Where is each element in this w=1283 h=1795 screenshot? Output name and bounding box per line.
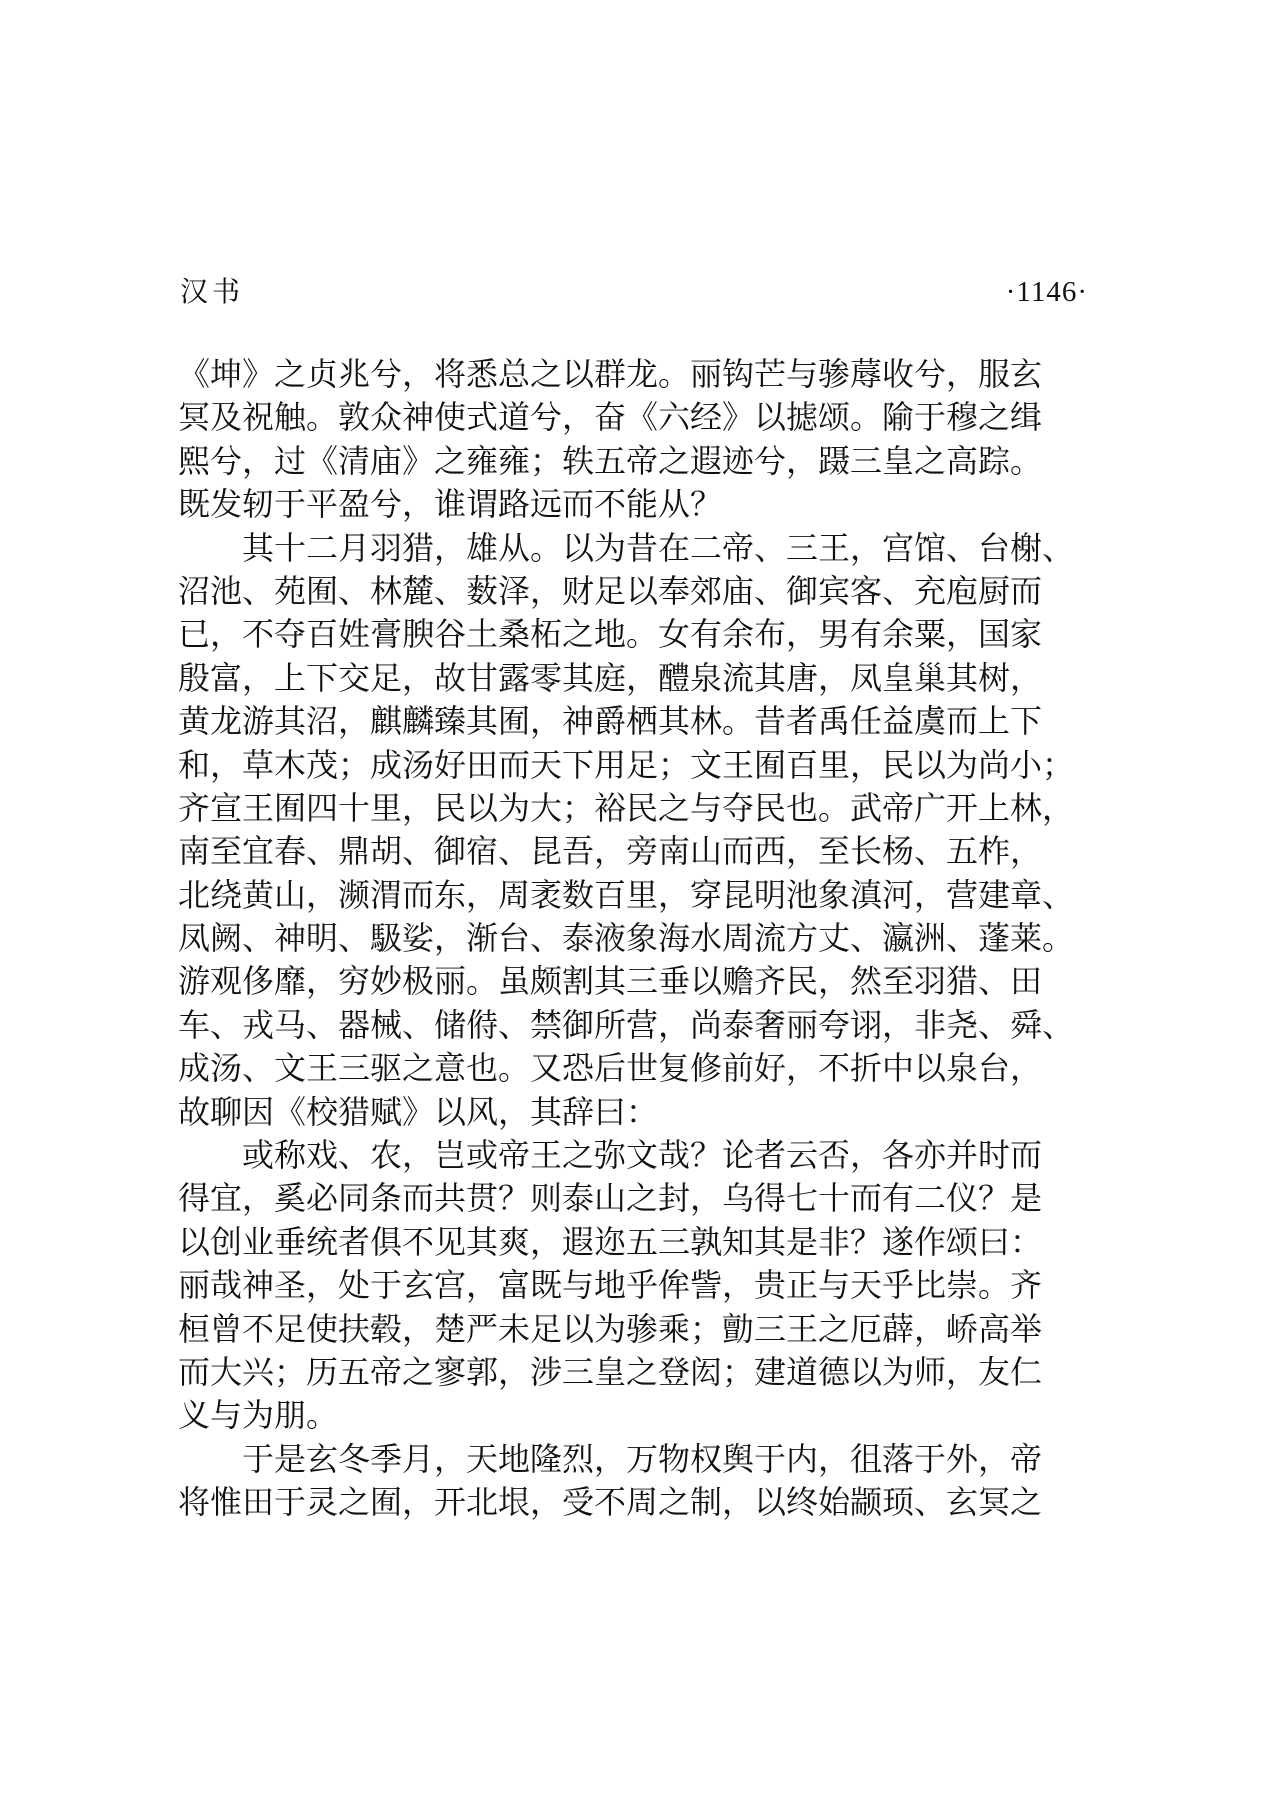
text-line: 沼池、苑囿、林麓、薮泽，财足以奉郊庙、御宾客、充庖厨而 [178,571,1043,610]
text-line: 于是玄冬季月，天地隆烈，万物权舆于内，徂落于外，帝 [242,1439,1043,1478]
text-line: 丽哉神圣，处于玄宫，富既与地乎侔訾，贵正与天乎比崇。齐 [178,1266,1043,1305]
text-line: 桓曾不足使扶毂，楚严未足以为骖乘；勯三王之厄薜，峤高举 [178,1309,1043,1348]
text-line: 车、戎马、器械、储偫、禁御所营，尚泰奢丽夸诩，非尧、舜、 [178,1005,1075,1044]
text-line: 其十二月羽猎，雄从。以为昔在二帝、三王，宫馆、台榭、 [242,528,1075,567]
text-line: 得宜，奚必同条而共贯？则泰山之封，乌得七十而有二仪？是 [178,1179,1043,1218]
paragraph-3 [178,1134,1078,1438]
text-line: 义与为朋。 [178,1396,339,1435]
text-line: 熙兮，过《清庙》之雍雍；轶五帝之遐迹兮，蹑三皇之高踪。 [178,441,1043,480]
running-head-title: 汉书 [180,275,245,308]
text-line: 已，不夺百姓膏腴谷土桑柘之地。女有余布，男有余粟，国家 [178,615,1043,654]
text-line: 游观侈靡，穷妙极丽。虽颇割其三垂以赡齐民，然至羽猎、田 [178,962,1043,1001]
text-line: 成汤、文王三驱之意也。又恐后世复修前好，不折中以泉台， [178,1049,1043,1088]
text-line: 冥及祝触。敦众神使式道兮，奋《六经》以摅颂。隃于穆之缉 [178,398,1043,437]
text-line: 或称戏、农，岂或帝王之弥文哉？论者云否，各亦并时而 [242,1136,1043,1175]
paragraph-2 [178,527,1078,1134]
text-line: 黄龙游其沼，麒麟臻其囿，神爵栖其林。昔者禹任益虞而上下 [178,702,1043,741]
paragraph-4 [178,1438,1078,1525]
text-line: 殷富，上下交足，故甘露零其庭，醴泉流其唐，凤皇巢其树， [178,658,1043,697]
text-line: 《坤》之贞兆兮，将悉总之以群龙。丽钩芒与骖蓐收兮，服玄 [178,355,1043,393]
text-line: 北绕黄山，濒渭而东，周袤数百里，穿昆明池象滇河，营建章、 [178,875,1075,914]
paragraph-1 [178,353,1078,527]
text-line: 齐宣王囿四十里，民以为大；裕民之与夺民也。武帝广开上林， [178,788,1075,827]
text-line: 和，草木茂；成汤好田而天下用足；文王囿百里，民以为尚小； [178,745,1075,784]
text-line: 南至宜春、鼎胡、御宿、昆吾，旁南山而西，至长杨、五柞， [178,832,1043,871]
text-line: 将惟田于灵之囿，开北垠，受不周之制，以终始颛顼、玄冥之 [178,1483,1043,1522]
text-line: 而大兴；历五帝之寥郭，涉三皇之登闳；建道德以为师，友仁 [178,1352,1043,1391]
text-line: 既发轫于平盈兮，谁谓路远而不能从？ [178,485,723,524]
text-line: 故聊因《校猎赋》以风，其辞曰： [178,1092,659,1131]
body-text [178,353,1078,1525]
text-line: 凤阙、神明、馺娑，渐台、泰液象海水周流方丈、瀛洲、蓬莱。 [178,919,1075,958]
page-number: ·1146· [1005,276,1088,308]
text-line: 以创业垂统者俱不见其爽，遐迩五三孰知其是非？遂作颂曰： [178,1222,1043,1261]
